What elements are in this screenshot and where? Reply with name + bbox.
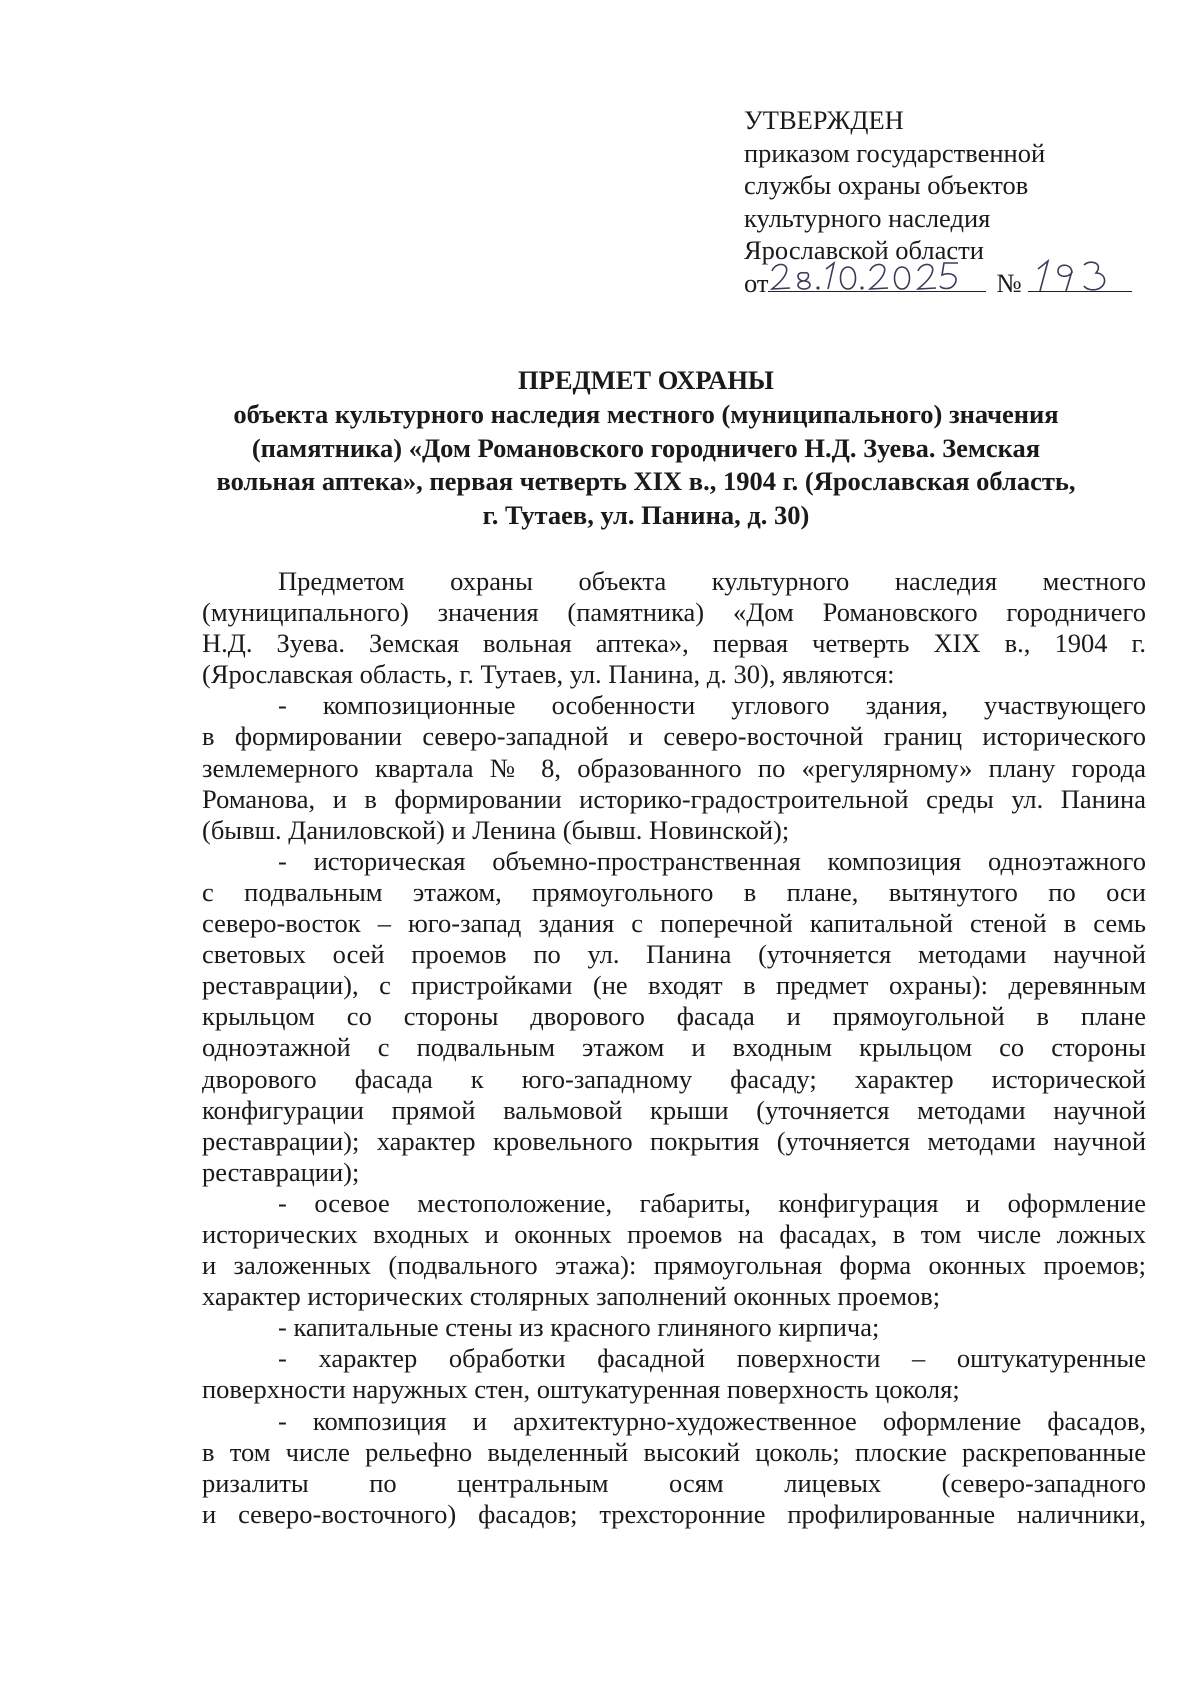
number-prefix: № (996, 267, 1022, 298)
handwritten-number (1028, 291, 1132, 292)
document-subtitle-line: (памятника) «Дом Романовского городничего Н.Д. Зуева. Земская (251, 432, 1041, 463)
body-line: поверхности наружных стен, оштукатуренная поверхность цоколя; (202, 1374, 960, 1405)
body-line: северо-восток – юго-запад здания с поперечной капитальной стеной в семь (202, 908, 1146, 939)
body-line: в том числе рельефно выделенный высокий цоколь; плоские раскрепованные (202, 1436, 1146, 1467)
approval-date-number-line (744, 267, 1164, 300)
body-line: реставрации), с пристройками (не входят в предмет охраны): деревянным (202, 970, 1146, 1001)
body-line: (бывш. Даниловской) и Ленина (бывш. Новинской); (202, 814, 790, 845)
document-subtitle-line: г. Тутаев, ул. Панина, д. 30) (482, 500, 810, 531)
body-line: и заложенных (подвального этажа): прямоугольная форма оконных проемов; (202, 1250, 1146, 1281)
date-prefix: от (744, 267, 769, 298)
approval-stamp-block (744, 104, 1164, 299)
handwritten-date (768, 291, 986, 292)
handwritten-date-ink-icon (768, 259, 968, 293)
body-line: одноэтажной с подвальным этажом и входным крыльцом со стороны (202, 1032, 1146, 1063)
body-line: (Ярославская область, г. Тутаев, ул. Панина, д. 30), являются: (202, 659, 895, 690)
body-line: в формировании северо-западной и северо-восточной границ исторического (202, 721, 1146, 752)
approval-heading: УТВЕРЖДЕН (744, 105, 904, 135)
body-line: (муниципального) значения (памятника) «Дом Романовского городничего (202, 597, 1146, 628)
approval-line: Ярославской области (744, 235, 984, 265)
document-title-block (186, 364, 1106, 533)
body-line: крыльцом со стороны дворового фасада и прямоугольной в плане (202, 1001, 1146, 1032)
body-line: с подвальным этажом, прямоугольного в плане, вытянутого по оси (202, 876, 1146, 907)
body-line: - осевое местоположение, габариты, конфигурация и оформление (278, 1187, 1146, 1218)
approval-line: культурного наследия (744, 202, 991, 233)
body-line: - композиция и архитектурно-художественное оформление фасадов, (278, 1405, 1146, 1436)
body-line: Н.Д. Зуева. Земская вольная аптека», первая четверть XIX в., 1904 г. (202, 628, 1146, 659)
body-line: реставрации); (202, 1156, 360, 1187)
body-line: реставрации); характер кровельного покрытия (уточняется методами научной (202, 1125, 1146, 1156)
body-line: землемерного квартала № 8, образованного по «регулярному» плану города (202, 752, 1146, 783)
body-line: Предметом охраны объекта культурного наследия местного (278, 566, 1146, 596)
body-line: Романова, и в формировании историко-градостроительной среды ул. Панина (202, 783, 1146, 814)
handwritten-number-ink-icon (1028, 259, 1118, 293)
body-line: и северо-восточного) фасадов; трехсторонние профилированные наличники, (202, 1498, 1146, 1529)
document-subtitle-line: объекта культурного наследия местного (муниципального) значения (233, 398, 1059, 429)
body-line: - характер обработки фасадной поверхности – оштукатуренные (278, 1343, 1146, 1374)
body-line: световых осей проемов по ул. Панина (уточняется методами научной (202, 939, 1146, 970)
body-line: ризалиты по центральным осям лицевых (северо-западного (202, 1467, 1146, 1498)
approval-line: службы охраны объектов (744, 170, 1029, 200)
body-line: дворового фасада к юго-западному фасаду; характер исторической (202, 1063, 1146, 1094)
document-subtitle-line: вольная аптека», первая четверть XIX в., 1904 г. (Ярославская область, (216, 466, 1076, 497)
body-line: исторических входных и оконных проемов на фасадах, в том числе ложных (202, 1218, 1146, 1249)
body-line: - композиционные особенности углового здания, участвующего (278, 690, 1146, 721)
approval-line: приказом государственной (744, 137, 1046, 168)
document-body (202, 566, 1146, 1530)
body-line: - капитальные стены из красного глиняного кирпича; (278, 1312, 880, 1343)
body-line: характер исторических столярных заполнений оконных проемов; (202, 1281, 941, 1312)
document-title: ПРЕДМЕТ ОХРАНЫ (518, 365, 774, 395)
body-line: конфигурации прямой вальмовой крыши (уточняется методами научной (202, 1094, 1146, 1125)
body-line: - историческая объемно-пространственная композиция одноэтажного (278, 845, 1146, 876)
